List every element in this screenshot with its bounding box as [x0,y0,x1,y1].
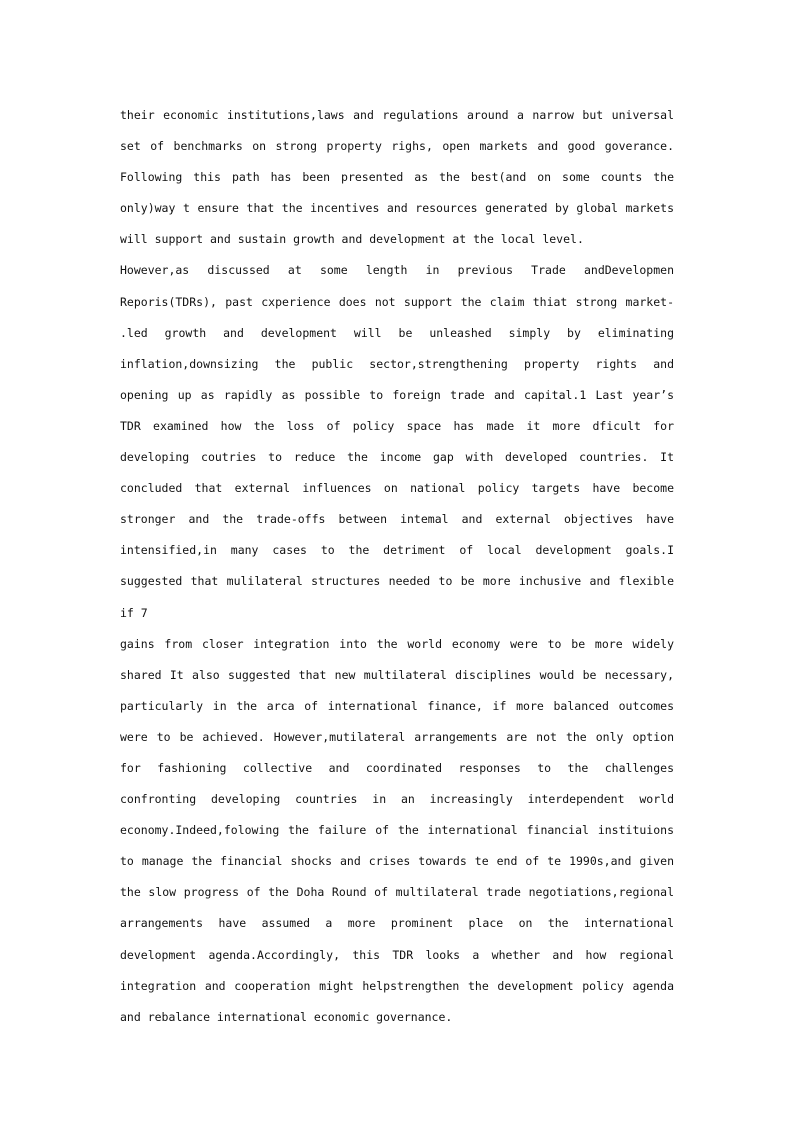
text-line: TDR examined how the loss of policy space has made it more dficult for [120,418,674,433]
text-line: set of benchmarks on strong property righs, open markets and good goverance. [120,139,674,154]
text-line: gains from closer integration into the world economy were to be more widely [120,636,674,651]
text-line: for fashioning collective and coordinated responses to the challenges [120,760,674,775]
text-line: confronting developing countries in an increasingly interdependent world [120,792,674,807]
text-line: to manage the financial shocks and crises towards te end of te 1990s,and given [120,854,674,869]
body-text [120,100,674,1033]
text-line: suggested that mulilateral structures needed to be more inchusive and flexible [120,574,674,589]
text-line: .led growth and development will be unleashed simply by eliminating [120,325,674,340]
text-line: stronger and the trade-offs between intemal and external objectives have [120,512,674,527]
text-line: the slow progress of the Doha Round of multilateral trade negotiations,regional [120,885,674,900]
text-line: concluded that external influences on national policy targets have become [120,481,674,496]
text-line: will support and sustain growth and development at the local level. [120,232,584,247]
text-line: development agenda.Accordingly, this TDR looks a whether and how regional [120,947,674,962]
text-line: inflation,downsizing the public sector,strengthening property rights and [120,356,674,371]
text-line: arrangements have assumed a more prominent place on the international [120,916,674,931]
text-line: only)way t ensure that the incentives and resources generated by global markets [120,201,674,216]
text-line: developing coutries to reduce the income gap with developed countries. It [120,450,674,465]
text-line: particularly in the arca of international finance, if more balanced outcomes [120,698,674,713]
text-line: However,as discussed at some length in previous Trade andDevelopmen [120,263,674,278]
text-line: shared It also suggested that new multilateral disciplines would be necessary, [120,667,674,682]
text-line: and rebalance international economic governance. [120,1009,453,1024]
text-line: their economic institutions,laws and regulations around a narrow but universal [120,108,674,122]
text-line: if 7 [120,605,148,620]
text-line: integration and cooperation might helpstrengthen the development policy agenda [120,978,674,993]
text-line: intensified,in many cases to the detriment of local development goals.I [120,543,674,558]
text-line: economy.Indeed,folowing the failure of the international financial instituions [120,823,674,838]
text-line: opening up as rapidly as possible to foreign trade and capital.1 Last year’s [120,387,674,402]
text-line: were to be achieved. However,mutilateral arrangements are not the only option [120,729,674,744]
text-line: Following this path has been presented as the best(and on some counts the [120,170,674,185]
text-line: Reporis(TDRs), past cxperience does not support the claim thiat strong market- [120,294,674,309]
